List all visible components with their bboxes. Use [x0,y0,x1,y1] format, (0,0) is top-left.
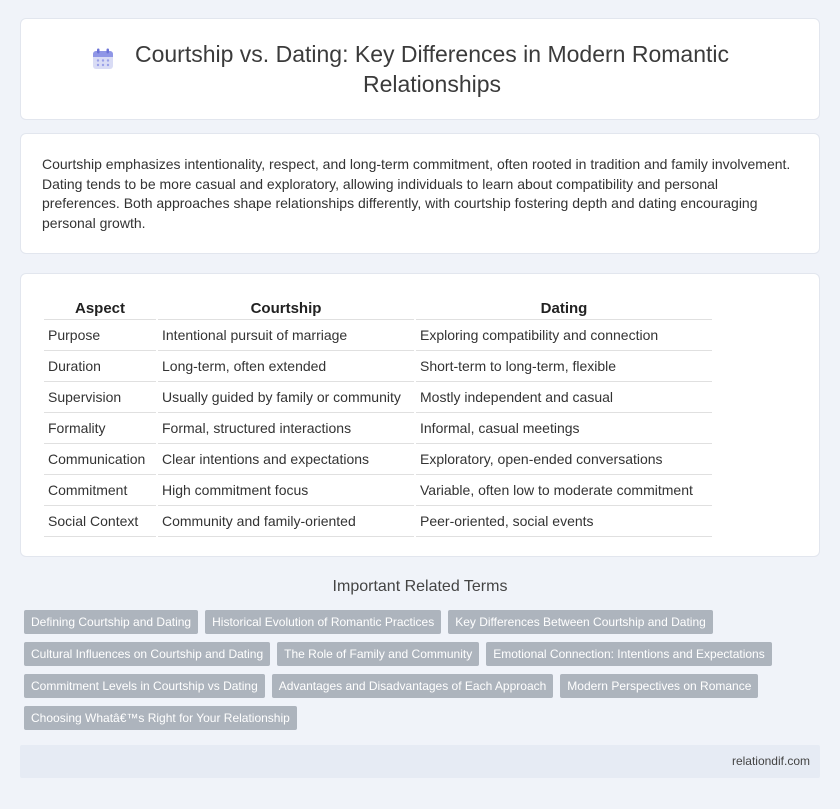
cell-aspect: Purpose [44,320,156,351]
cell-aspect: Commitment [44,475,156,506]
table-row [44,475,712,506]
cell-dating: Peer-oriented, social events [416,506,712,537]
related-tag[interactable]: Cultural Influences on Courtship and Dating [24,642,270,666]
related-tag[interactable]: Advantages and Disadvantages of Each Approach [272,674,554,698]
related-tag[interactable]: The Role of Family and Community [277,642,479,666]
related-tag[interactable]: Choosing Whatâ€™s Right for Your Relationship [24,706,297,730]
cell-aspect: Communication [44,444,156,475]
table-row [44,351,712,382]
table-row [44,413,712,444]
cell-aspect: Formality [44,413,156,444]
comparison-table [42,298,714,537]
cell-courtship: Formal, structured interactions [158,413,414,444]
cell-courtship: Intentional pursuit of marriage [158,320,414,351]
intro-card [20,133,820,254]
footer [20,745,820,778]
cell-aspect: Duration [44,351,156,382]
comparison-card [20,273,820,557]
table-row [44,444,712,475]
table-row [44,320,712,351]
site-link[interactable]: relationdif.com [731,754,810,768]
header-courtship: Courtship [158,298,414,320]
related-tag[interactable]: Emotional Connection: Intentions and Expectations [486,642,772,666]
page-title: Courtship vs. Dating: Key Differences in Modern Romantic Relationships [134,41,729,97]
cell-courtship: Long-term, often extended [158,351,414,382]
table-row [44,506,712,537]
cell-dating: Mostly independent and casual [416,382,712,413]
cell-courtship: Community and family-oriented [158,506,414,537]
table-header-row [44,298,712,320]
cell-courtship: Clear intentions and expectations [158,444,414,475]
cell-aspect: Social Context [44,506,156,537]
cell-dating: Exploring compatibility and connection [416,320,712,351]
header-dating: Dating [416,298,712,320]
cell-dating: Exploratory, open-ended conversations [416,444,712,475]
header-card [20,18,820,120]
cell-dating: Short-term to long-term, flexible [416,351,712,382]
related-tag[interactable]: Defining Courtship and Dating [24,610,198,634]
related-terms-title: Important Related Terms [332,578,508,595]
cell-aspect: Supervision [44,382,156,413]
related-tag[interactable]: Commitment Levels in Courtship vs Dating [24,674,265,698]
related-terms-list [24,610,824,730]
cell-courtship: Usually guided by family or community [158,382,414,413]
header-aspect: Aspect [44,298,156,320]
related-tag[interactable]: Historical Evolution of Romantic Practices [205,610,441,634]
cell-dating: Variable, often low to moderate commitment [416,475,712,506]
cell-dating: Informal, casual meetings [416,413,712,444]
related-tag[interactable]: Key Differences Between Courtship and Dating [448,610,713,634]
related-tag[interactable]: Modern Perspectives on Romance [560,674,758,698]
table-row [44,382,712,413]
cell-courtship: High commitment focus [158,475,414,506]
intro-paragraph: Courtship emphasizes intentionality, respect, and long-term commitment, often rooted in tradition and family involvement. Dating tends to be more casual and exploratory, allowing individuals to learn about compatibility and personal preferences. Both approaches shape relationships differently, with courtship fostering depth and dating encouraging personal growth. [42,156,791,231]
